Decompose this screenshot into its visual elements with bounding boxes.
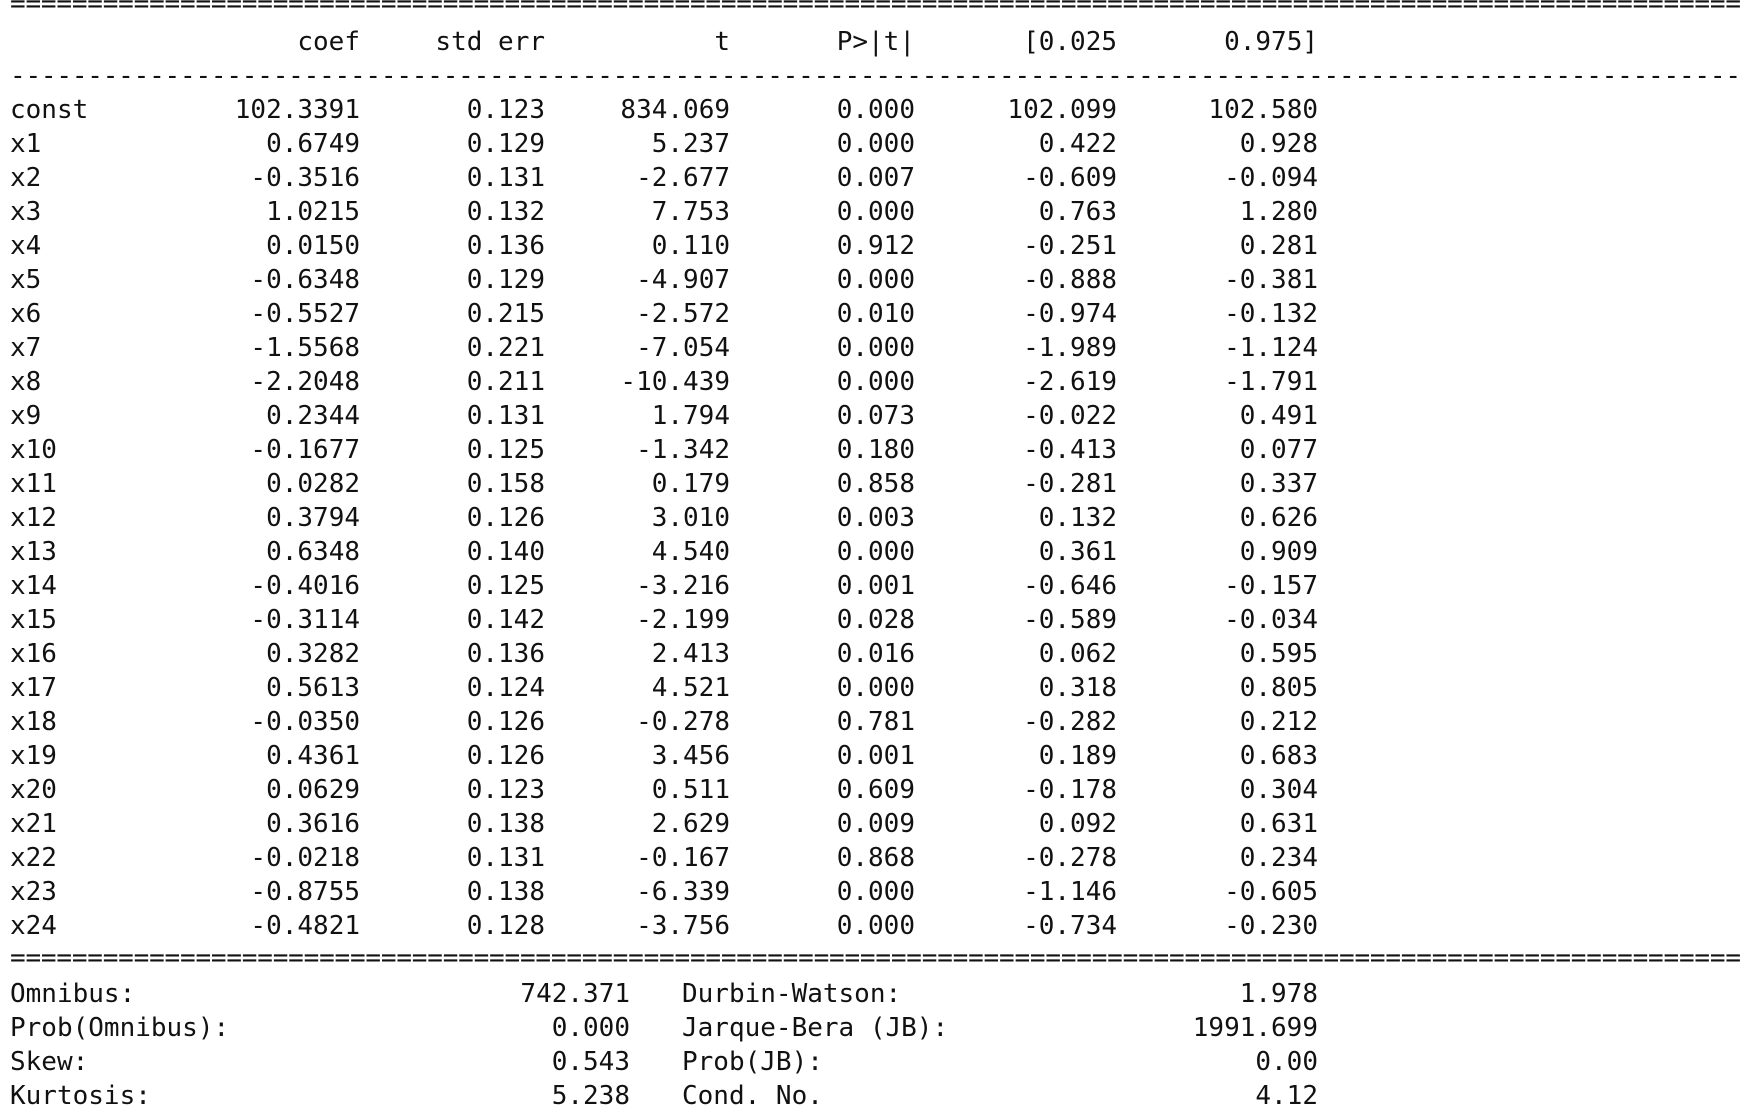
ci-low-value: 0.062 (1038, 639, 1117, 669)
t-value: -3.756 (636, 911, 730, 941)
table-row (0, 603, 1336, 637)
t-value: -6.339 (636, 877, 730, 907)
p-value: 0.000 (836, 367, 915, 397)
ci-high-value: -1.791 (1224, 367, 1318, 397)
diagnostic-value: 742.371 (520, 979, 630, 1009)
variable-name: x2 (10, 163, 42, 193)
table-row (0, 263, 1336, 297)
variable-name: x4 (10, 231, 42, 261)
t-value: -2.572 (636, 299, 730, 329)
t-value: -2.199 (636, 605, 730, 635)
variable-name: x20 (10, 775, 57, 805)
t-value: 4.521 (651, 673, 730, 703)
diagnostic-label: Kurtosis: (10, 1081, 151, 1111)
dash-rule: ---------------------------------------------------------------------------------------------------------------- (10, 61, 1741, 91)
coef-value: -0.0218 (250, 843, 360, 873)
ci-high-value: 0.077 (1239, 435, 1318, 465)
ci-low-value: -0.178 (1023, 775, 1117, 805)
variable-name: x17 (10, 673, 57, 703)
variable-name: x11 (10, 469, 57, 499)
diagnostic-value: 0.543 (551, 1047, 630, 1077)
variable-name: x10 (10, 435, 57, 465)
p-value: 0.073 (836, 401, 915, 431)
p-value: 0.868 (836, 843, 915, 873)
ci-high-value: 0.683 (1239, 741, 1318, 771)
header-coef: coef (297, 27, 360, 57)
table-row (0, 433, 1336, 467)
std-err-value: 0.138 (466, 809, 545, 839)
diagnostic-label: Prob(JB): (682, 1047, 823, 1077)
ci-low-value: -0.413 (1023, 435, 1117, 465)
ci-high-value: 0.928 (1239, 129, 1318, 159)
std-err-value: 0.142 (466, 605, 545, 635)
ci-high-value: -0.381 (1224, 265, 1318, 295)
p-value: 0.000 (836, 537, 915, 567)
std-err-value: 0.131 (466, 401, 545, 431)
t-value: 3.456 (651, 741, 730, 771)
variable-name: x7 (10, 333, 42, 363)
variable-name: x18 (10, 707, 57, 737)
coef-value: 0.0629 (266, 775, 360, 805)
table-row (0, 467, 1336, 501)
coef-value: 0.2344 (266, 401, 360, 431)
ci-high-value: -1.124 (1224, 333, 1318, 363)
coef-value: 0.6749 (266, 129, 360, 159)
coef-value: -0.5527 (250, 299, 360, 329)
p-value: 0.010 (836, 299, 915, 329)
t-value: -0.278 (636, 707, 730, 737)
diagnostic-label: Cond. No. (682, 1081, 823, 1111)
table-row (0, 297, 1336, 331)
p-value: 0.016 (836, 639, 915, 669)
diagnostic-value: 0.000 (551, 1013, 630, 1043)
p-value: 0.781 (836, 707, 915, 737)
std-err-value: 0.126 (466, 741, 545, 771)
table-row (0, 501, 1336, 535)
table-row (0, 569, 1336, 603)
p-value: 0.001 (836, 571, 915, 601)
t-value: 2.413 (651, 639, 730, 669)
coef-value: 0.3616 (266, 809, 360, 839)
coef-value: -0.0350 (250, 707, 360, 737)
p-value: 0.180 (836, 435, 915, 465)
ci-high-value: 0.805 (1239, 673, 1318, 703)
std-err-value: 0.123 (466, 95, 545, 125)
diagnostic-value: 1991.699 (1192, 1013, 1318, 1043)
std-err-value: 0.123 (466, 775, 545, 805)
ci-high-value: 0.626 (1239, 503, 1318, 533)
std-err-value: 0.138 (466, 877, 545, 907)
t-value: 7.753 (651, 197, 730, 227)
ci-low-value: 0.422 (1038, 129, 1117, 159)
coef-value: 0.0150 (266, 231, 360, 261)
std-err-value: 0.211 (466, 367, 545, 397)
std-err-value: 0.158 (466, 469, 545, 499)
ci-high-value: 0.631 (1239, 809, 1318, 839)
ci-low-value: -0.974 (1023, 299, 1117, 329)
coef-value: 0.5613 (266, 673, 360, 703)
ci-high-value: -0.157 (1224, 571, 1318, 601)
ci-low-value: 0.189 (1038, 741, 1117, 771)
std-err-value: 0.136 (466, 639, 545, 669)
ci-low-value: -0.609 (1023, 163, 1117, 193)
ci-low-value: 102.099 (1007, 95, 1117, 125)
coef-value: 0.3282 (266, 639, 360, 669)
coef-value: -0.3114 (250, 605, 360, 635)
std-err-value: 0.129 (466, 265, 545, 295)
variable-name: x14 (10, 571, 57, 601)
t-value: -7.054 (636, 333, 730, 363)
t-value: 834.069 (620, 95, 730, 125)
variable-name: x3 (10, 197, 42, 227)
ci-low-value: -1.989 (1023, 333, 1117, 363)
table-row (0, 705, 1336, 739)
variable-name: const (10, 95, 89, 125)
header-std-err: std err (435, 27, 545, 57)
t-value: -3.216 (636, 571, 730, 601)
ci-high-value: 0.337 (1239, 469, 1318, 499)
t-value: -2.677 (636, 163, 730, 193)
t-value: -0.167 (636, 843, 730, 873)
header-row (0, 25, 1336, 59)
ci-high-value: -0.605 (1224, 877, 1318, 907)
p-value: 0.009 (836, 809, 915, 839)
p-value: 0.000 (836, 129, 915, 159)
ci-high-value: 0.909 (1239, 537, 1318, 567)
std-err-value: 0.124 (466, 673, 545, 703)
variable-name: x13 (10, 537, 57, 567)
table-row (0, 807, 1336, 841)
ci-high-value: 0.595 (1239, 639, 1318, 669)
table-row (0, 399, 1336, 433)
coef-value: -0.6348 (250, 265, 360, 295)
p-value: 0.003 (836, 503, 915, 533)
ci-high-value: 0.304 (1239, 775, 1318, 805)
variable-name: x22 (10, 843, 57, 873)
variable-name: x23 (10, 877, 57, 907)
table-row (0, 875, 1336, 909)
ci-low-value: 0.092 (1038, 809, 1117, 839)
ci-low-value: -0.888 (1023, 265, 1117, 295)
variable-name: x1 (10, 129, 42, 159)
ci-high-value: -0.034 (1224, 605, 1318, 635)
variable-name: x8 (10, 367, 42, 397)
p-value: 0.028 (836, 605, 915, 635)
t-value: -1.342 (636, 435, 730, 465)
variable-name: x9 (10, 401, 42, 431)
diagnostics-row (0, 1045, 1336, 1079)
ci-low-value: 0.763 (1038, 197, 1117, 227)
t-value: 4.540 (651, 537, 730, 567)
ci-low-value: -0.589 (1023, 605, 1117, 635)
variable-name: x6 (10, 299, 42, 329)
ci-low-value: -0.646 (1023, 571, 1117, 601)
p-value: 0.007 (836, 163, 915, 193)
t-value: 1.794 (651, 401, 730, 431)
ci-high-value: 102.580 (1208, 95, 1318, 125)
table-row (0, 739, 1336, 773)
ci-low-value: -0.022 (1023, 401, 1117, 431)
table-row (0, 229, 1336, 263)
ci-low-value: -0.278 (1023, 843, 1117, 873)
diagnostic-value: 0.00 (1255, 1047, 1318, 1077)
double-rule-top: ================================================================================================================ (10, 0, 1741, 19)
header-p-value: P>|t| (836, 27, 915, 57)
diagnostic-label: Durbin-Watson: (682, 979, 902, 1009)
t-value: -10.439 (620, 367, 730, 397)
coef-value: -1.5568 (250, 333, 360, 363)
ci-high-value: 1.280 (1239, 197, 1318, 227)
t-value: 2.629 (651, 809, 730, 839)
coef-value: -0.4821 (250, 911, 360, 941)
t-value: 0.511 (651, 775, 730, 805)
double-rule-middle: ================================================================================================================ (10, 943, 1741, 973)
coef-value: 1.0215 (266, 197, 360, 227)
diagnostics-row (0, 1011, 1336, 1045)
diagnostics-row (0, 977, 1336, 1011)
p-value: 0.000 (836, 911, 915, 941)
diagnostic-label: Prob(Omnibus): (10, 1013, 230, 1043)
table-row (0, 161, 1336, 195)
table-row (0, 365, 1336, 399)
variable-name: x24 (10, 911, 57, 941)
p-value: 0.858 (836, 469, 915, 499)
coef-value: 0.4361 (266, 741, 360, 771)
std-err-value: 0.215 (466, 299, 545, 329)
std-err-value: 0.125 (466, 571, 545, 601)
table-row (0, 127, 1336, 161)
p-value: 0.000 (836, 333, 915, 363)
std-err-value: 0.131 (466, 843, 545, 873)
header-ci-high: 0.975] (1224, 27, 1318, 57)
ci-high-value: 0.234 (1239, 843, 1318, 873)
t-value: 5.237 (651, 129, 730, 159)
std-err-value: 0.128 (466, 911, 545, 941)
std-err-value: 0.129 (466, 129, 545, 159)
std-err-value: 0.140 (466, 537, 545, 567)
diagnostic-label: Skew: (10, 1047, 89, 1077)
ci-high-value: 0.212 (1239, 707, 1318, 737)
std-err-value: 0.126 (466, 707, 545, 737)
ci-low-value: -0.281 (1023, 469, 1117, 499)
coef-value: -0.4016 (250, 571, 360, 601)
table-row (0, 909, 1336, 943)
ci-low-value: -2.619 (1023, 367, 1117, 397)
ci-high-value: 0.281 (1239, 231, 1318, 261)
ci-low-value: -0.251 (1023, 231, 1117, 261)
header-ci-low: [0.025 (1023, 27, 1117, 57)
std-err-value: 0.126 (466, 503, 545, 533)
ci-low-value: -0.282 (1023, 707, 1117, 737)
diagnostic-label: Jarque-Bera (JB): (682, 1013, 949, 1043)
table-row (0, 773, 1336, 807)
table-row (0, 195, 1336, 229)
ci-low-value: -0.734 (1023, 911, 1117, 941)
p-value: 0.912 (836, 231, 915, 261)
p-value: 0.000 (836, 877, 915, 907)
ci-high-value: -0.094 (1224, 163, 1318, 193)
header-t: t (714, 27, 730, 57)
t-value: 3.010 (651, 503, 730, 533)
coef-value: -0.1677 (250, 435, 360, 465)
ci-high-value: -0.230 (1224, 911, 1318, 941)
diagnostic-value: 1.978 (1239, 979, 1318, 1009)
ci-low-value: 0.361 (1038, 537, 1117, 567)
table-row (0, 841, 1336, 875)
table-row (0, 535, 1336, 569)
coef-value: -2.2048 (250, 367, 360, 397)
ci-high-value: 0.491 (1239, 401, 1318, 431)
variable-name: x16 (10, 639, 57, 669)
t-value: -4.907 (636, 265, 730, 295)
std-err-value: 0.125 (466, 435, 545, 465)
diagnostic-value: 5.238 (551, 1081, 630, 1111)
table-row (0, 671, 1336, 705)
p-value: 0.000 (836, 673, 915, 703)
variable-name: x12 (10, 503, 57, 533)
diagnostic-label: Omnibus: (10, 979, 136, 1009)
std-err-value: 0.131 (466, 163, 545, 193)
ci-low-value: 0.318 (1038, 673, 1117, 703)
coef-value: 0.3794 (266, 503, 360, 533)
p-value: 0.609 (836, 775, 915, 805)
t-value: 0.110 (651, 231, 730, 261)
table-row (0, 93, 1336, 127)
ci-low-value: 0.132 (1038, 503, 1117, 533)
coef-value: 0.6348 (266, 537, 360, 567)
coef-value: -0.8755 (250, 877, 360, 907)
variable-name: x15 (10, 605, 57, 635)
std-err-value: 0.221 (466, 333, 545, 363)
ci-low-value: -1.146 (1023, 877, 1117, 907)
variable-name: x21 (10, 809, 57, 839)
std-err-value: 0.136 (466, 231, 545, 261)
variable-name: x5 (10, 265, 42, 295)
coef-value: 102.3391 (234, 95, 360, 125)
p-value: 0.000 (836, 95, 915, 125)
coef-value: 0.0282 (266, 469, 360, 499)
table-row (0, 331, 1336, 365)
p-value: 0.000 (836, 197, 915, 227)
p-value: 0.001 (836, 741, 915, 771)
t-value: 0.179 (651, 469, 730, 499)
diagnostic-value: 4.12 (1255, 1081, 1318, 1111)
std-err-value: 0.132 (466, 197, 545, 227)
coef-value: -0.3516 (250, 163, 360, 193)
table-row (0, 637, 1336, 671)
diagnostics-row (0, 1079, 1336, 1113)
p-value: 0.000 (836, 265, 915, 295)
variable-name: x19 (10, 741, 57, 771)
ci-high-value: -0.132 (1224, 299, 1318, 329)
